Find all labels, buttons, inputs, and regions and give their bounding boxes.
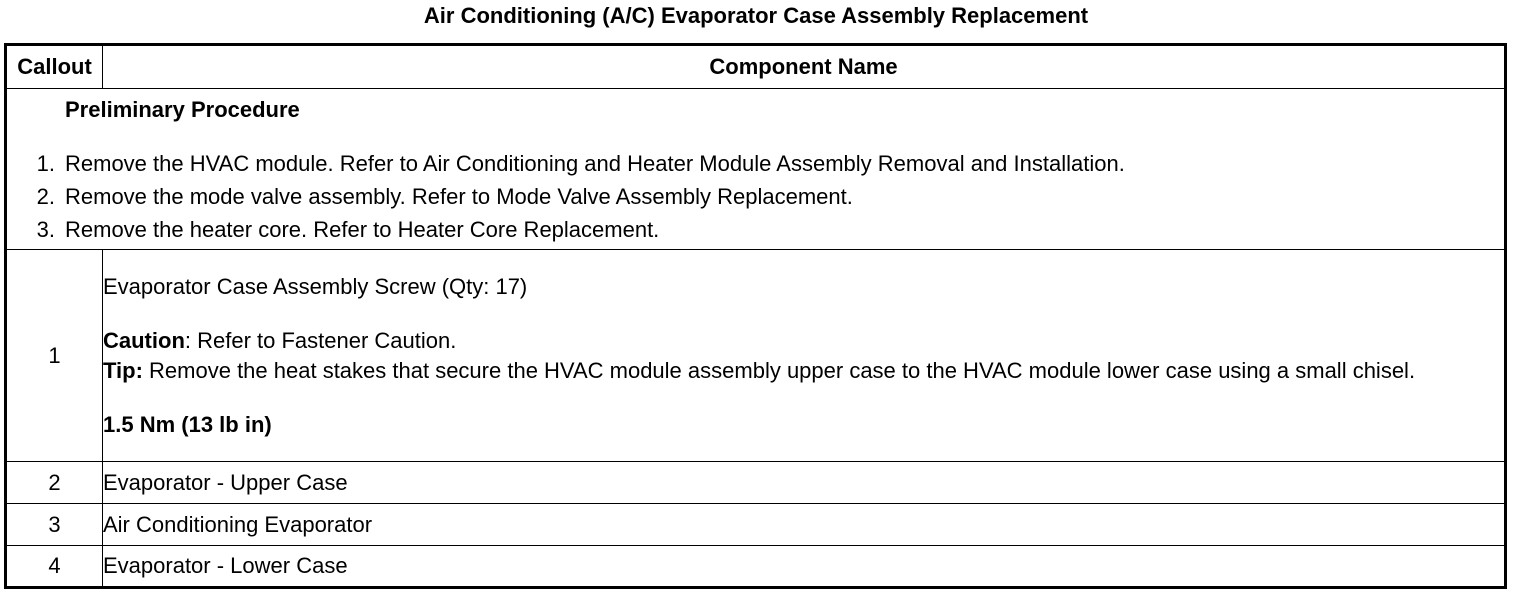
table-row [6,462,1506,504]
page-title: Air Conditioning (A/C) Evaporator Case Assembly Replacement [423,3,1089,28]
callout-cell: 1 [6,250,103,462]
table-row [6,504,1506,546]
step-text: Remove the heater core. Refer to Heater Core Replacement. [65,217,660,242]
list-item [7,147,1504,180]
callout-cell: 2 [6,462,103,504]
component-name: Evaporator - Upper Case [103,462,1506,504]
torque-spec: 1.5 Nm (13 lb in) [103,411,272,437]
preliminary-procedure-heading: Preliminary Procedure [65,97,300,122]
component-name: Evaporator Case Assembly Screw (Qty: 17) [103,273,528,299]
callout-cell: 4 [6,546,103,588]
component-table [4,43,1507,589]
callout-column-header: Callout [6,45,103,89]
preliminary-procedure-row [6,89,1506,250]
preliminary-steps-list [7,147,1504,246]
component-name: Air Conditioning Evaporator [103,504,1506,546]
step-number: 2. [36,184,55,209]
step-text: Remove the HVAC module. Refer to Air Conditioning and Heater Module Assembly Removal and Installation. [65,151,1125,176]
component-name: Evaporator - Lower Case [103,546,1506,588]
caution-label: Caution [103,327,185,353]
component-cell [103,250,1506,462]
list-item [7,213,1504,246]
caution-text: : Refer to Fastener Caution. [184,327,457,353]
step-text: Remove the mode valve assembly. Refer to Mode Valve Assembly Replacement. [65,184,853,209]
step-number: 1. [36,151,55,176]
callout-cell: 3 [6,504,103,546]
tip-label: Tip: [103,357,143,383]
preliminary-procedure-cell [6,89,1506,250]
tip-note [103,356,1504,386]
table-row [6,546,1506,588]
step-number: 3. [36,217,55,242]
list-item [7,180,1504,213]
tip-text: Remove the heat stakes that secure the HVAC module assembly upper case to the HVAC module lower case using a small chisel. [142,357,1416,383]
table-header-row [6,45,1506,89]
table-row [6,250,1506,462]
component-name-column-header: Component Name [103,45,1506,89]
caution-note [103,326,1504,356]
